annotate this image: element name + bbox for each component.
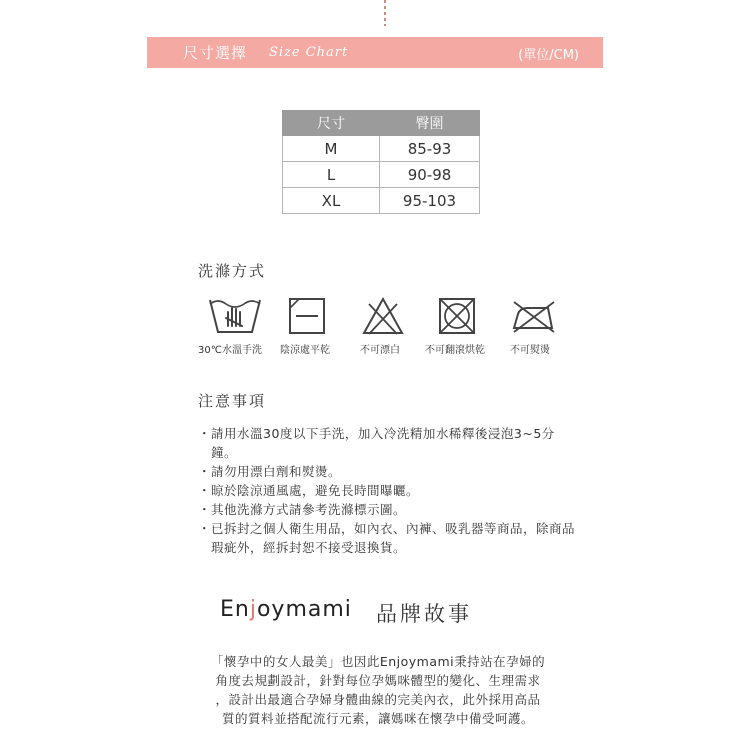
story-line: 「懷孕中的女人最美」也因此Enjoymami秉持站在孕婦的 [210, 654, 546, 669]
list-item: ・ 已拆封之個人衛生用品，如內衣、內褲、吸乳器等商品，除商品瑕疵外，經拆封恕不接受退換貨。 [198, 519, 578, 557]
brand-name-prefix: En [220, 597, 250, 622]
hand-wash-icon [200, 296, 270, 336]
no-tumble-dry-icon [422, 296, 492, 336]
wash-label-no-bleach: 不可漂白 [360, 345, 400, 356]
list-item: ・ 請用水溫30度以下手洗，加入冷洗精加水稀釋後浸泡3~5分鐘。 [198, 424, 578, 462]
banner-unit: (單位/CM) [518, 48, 579, 63]
hip-cell: 95-103 [380, 188, 480, 214]
table-row [283, 162, 480, 188]
banner-subtitle: Size Chart [269, 45, 349, 60]
table-row [283, 136, 480, 162]
brand-logo [220, 597, 352, 622]
size-cell: M [283, 136, 380, 162]
list-item: ・ 請勿用漂白劑和熨燙。 [198, 462, 578, 481]
size-cell: XL [283, 188, 380, 214]
brand-name-j: j [249, 597, 257, 622]
size-table [282, 110, 480, 214]
hip-cell: 90-98 [380, 162, 480, 188]
story-line: 質的質料並搭配流行元素，讓媽咪在懷孕中備受呵護。 [221, 711, 534, 726]
size-table-header-row [283, 111, 480, 136]
hip-header: 臀圍 [380, 111, 480, 136]
size-chart-banner [147, 37, 603, 68]
wash-label-no-tumble: 不可翻滾烘乾 [425, 345, 485, 356]
notes-list [198, 424, 578, 557]
washing-title: 洗滌方式 [198, 262, 267, 280]
brand-story [198, 652, 558, 728]
size-header: 尺寸 [283, 111, 380, 136]
wash-label-no-iron: 不可熨燙 [510, 345, 550, 356]
story-line: ，設計出最適合孕婦身體曲線的完美內衣，此外採用高品 [215, 692, 541, 707]
wash-label-hand-wash: 30℃水溫手洗 [198, 345, 262, 356]
size-cell: L [283, 162, 380, 188]
wash-label-dry-flat: 陰涼處平乾 [280, 345, 330, 356]
no-iron-icon [498, 296, 568, 336]
dry-flat-shade-icon [272, 296, 342, 336]
banner-title: 尺寸選擇 [183, 44, 248, 62]
list-item: ・ 其他洗滌方式請參考洗滌標示圖。 [198, 500, 578, 519]
story-line: 角度去規劃設計，針對每位孕媽咪體型的變化、生理需求 [215, 673, 541, 688]
hip-cell: 85-93 [380, 136, 480, 162]
brand-name-suffix: oymami [256, 597, 352, 622]
list-item: ・ 晾於陰涼通風處，避免長時間曝曬。 [198, 481, 578, 500]
no-bleach-icon [348, 296, 418, 336]
notes-title: 注意事項 [198, 392, 267, 410]
brand-story-title: 品牌故事 [376, 602, 472, 626]
top-dotted-line [384, 0, 386, 26]
table-row [283, 188, 480, 214]
